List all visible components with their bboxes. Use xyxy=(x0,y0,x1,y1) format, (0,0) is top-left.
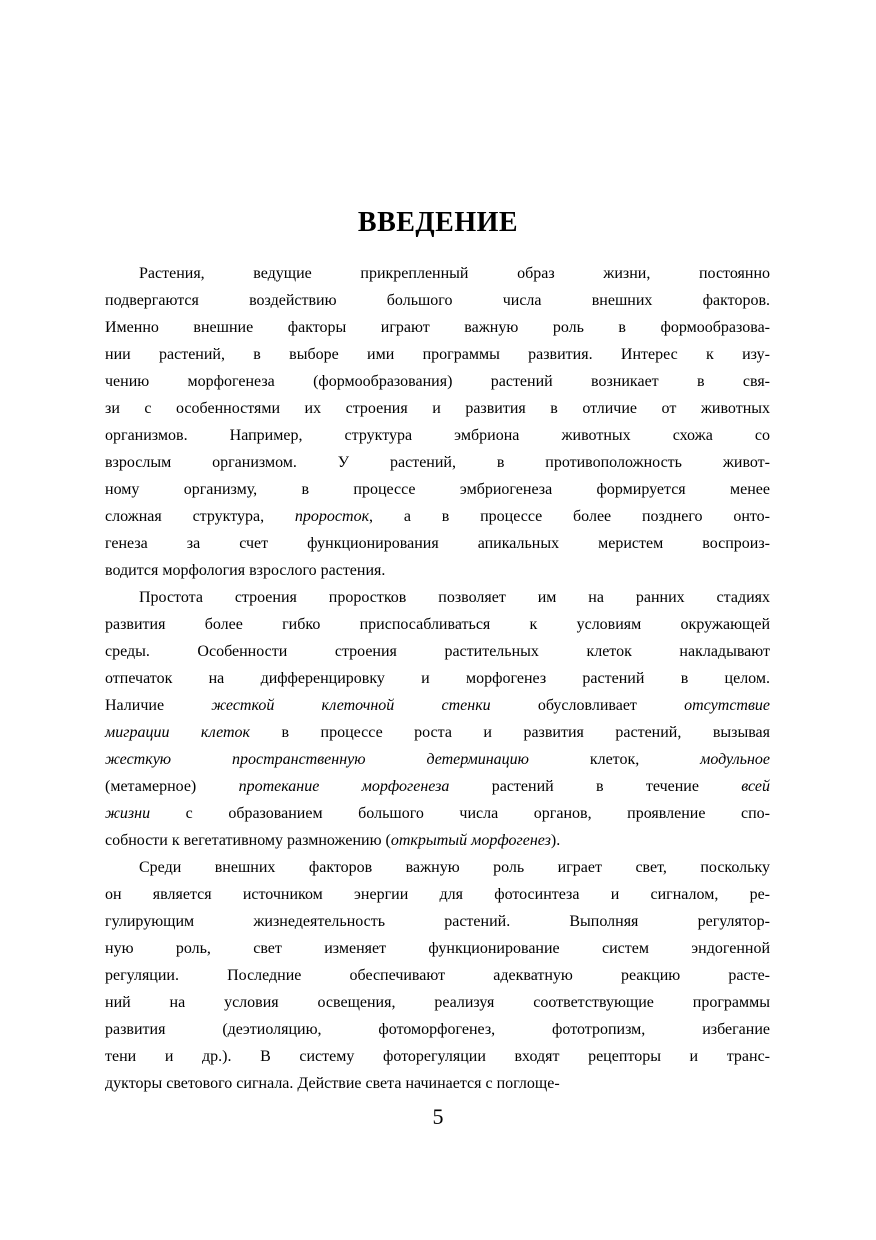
text-line xyxy=(105,616,770,643)
text-line xyxy=(105,697,770,724)
italic-term: модульное xyxy=(700,751,770,768)
text-line xyxy=(105,832,770,859)
italic-term: протекание морфогенеза xyxy=(238,778,450,795)
text-run: генеза за счет функционирования апикальных меристем воспроиз- xyxy=(105,535,770,552)
text-run: , а в процессе более позднего онто- xyxy=(369,508,770,525)
text-line xyxy=(105,562,770,589)
text-line xyxy=(105,751,770,778)
text-line xyxy=(105,400,770,427)
text-line xyxy=(105,1021,770,1048)
text-line xyxy=(105,427,770,454)
text-line xyxy=(105,724,770,751)
text-line xyxy=(105,481,770,508)
text-line xyxy=(105,346,770,373)
text-run: клеток, xyxy=(528,751,701,768)
text-line xyxy=(105,940,770,967)
text-run: регуляции. Последние обеспечивают адекватную реакцию расте- xyxy=(105,967,770,984)
text-line xyxy=(105,454,770,481)
text-run: отпечаток на дифференцировку и морфогенез растений в целом. xyxy=(105,670,770,687)
chapter-title: ВВЕДЕНИЕ xyxy=(357,207,519,238)
page-number: 5 xyxy=(432,1104,444,1129)
body-text xyxy=(105,265,770,1102)
italic-term: открытый морфогенез xyxy=(390,832,551,849)
italic-term: миграции клеток xyxy=(105,724,251,741)
text-line xyxy=(105,859,770,886)
text-line xyxy=(105,1075,770,1102)
paragraph xyxy=(105,589,770,859)
text-line xyxy=(105,535,770,562)
text-line xyxy=(105,319,770,346)
italic-term: отсутствие xyxy=(684,697,771,714)
text-run: растений в течение xyxy=(449,778,742,795)
paragraph xyxy=(105,265,770,589)
text-run: развития более гибко приспосабливаться к условиям окружающей xyxy=(105,616,770,633)
text-line xyxy=(105,508,770,535)
text-run: Растения, ведущие прикрепленный образ жизни, постоянно xyxy=(139,265,770,282)
italic-term: всей xyxy=(741,778,770,795)
text-line xyxy=(105,643,770,670)
text-run: сложная структура, xyxy=(105,508,295,525)
text-run: среды. Особенности строения растительных клеток накладывают xyxy=(105,643,770,660)
text-run: взрослым организмом. У растений, в противоположность живот- xyxy=(105,454,770,471)
text-run: ную роль, свет изменяет функционирование систем эндогенной xyxy=(105,940,770,957)
text-run: чению морфогенеза (формообразования) растений возникает в свя- xyxy=(105,373,770,390)
text-line xyxy=(105,292,770,319)
italic-term: жесткую пространственную детерминацию xyxy=(105,751,529,768)
text-line xyxy=(105,265,770,292)
text-run: в процессе роста и развития растений, вызывая xyxy=(250,724,771,741)
text-line xyxy=(105,373,770,400)
paragraph xyxy=(105,859,770,1102)
text-run: дукторы светового сигнала. Действие света начинается с поглоще- xyxy=(105,1075,560,1092)
text-line xyxy=(105,913,770,940)
text-run: собности к вегетативному размножению ( xyxy=(105,832,391,849)
text-line xyxy=(105,1048,770,1075)
text-line xyxy=(105,994,770,1021)
text-line xyxy=(105,778,770,805)
text-run: Наличие xyxy=(105,697,212,714)
italic-term: жесткой клеточной стенки xyxy=(211,697,491,714)
text-line xyxy=(105,670,770,697)
text-run: подвергаются воздействию большого числа внешних факторов. xyxy=(105,292,770,309)
text-run: зи с особенностями их строения и развития в отличие от животных xyxy=(105,400,770,417)
text-run: водится морфология взрослого растения. xyxy=(105,562,386,579)
text-line xyxy=(105,805,770,832)
text-run: с образованием большого числа органов, проявление спо- xyxy=(150,805,770,822)
text-run: организмов. Например, структура эмбриона животных схожа со xyxy=(105,427,770,444)
text-run: Простота строения проростков позволяет им на ранних стадиях xyxy=(139,589,770,606)
text-run: тени и др.). В систему фоторегуляции входят рецепторы и транс- xyxy=(105,1048,770,1065)
text-run: ний на условия освещения, реализуя соответствующие программы xyxy=(105,994,770,1011)
text-run: развития (деэтиоляцию, фотоморфогенез, фототропизм, избегание xyxy=(105,1021,770,1038)
text-run: нии растений, в выборе ими программы развития. Интерес к изу- xyxy=(105,346,770,363)
text-line xyxy=(105,967,770,994)
text-line xyxy=(105,589,770,616)
text-run: Именно внешние факторы играют важную роль в формообразова- xyxy=(105,319,770,336)
text-line xyxy=(105,886,770,913)
text-run: Среди внешних факторов важную роль играет свет, поскольку xyxy=(139,859,770,876)
text-run: ному организму, в процессе эмбриогенеза формируется менее xyxy=(105,481,770,498)
text-run: (метамерное) xyxy=(105,778,239,795)
text-run: гулирующим жизнедеятельность растений. Выполняя регулятор- xyxy=(105,913,770,930)
italic-term: проросток xyxy=(294,508,370,525)
text-run: он является источником энергии для фотосинтеза и сигналом, ре- xyxy=(105,886,770,903)
text-run: ). xyxy=(550,832,561,849)
italic-term: жизни xyxy=(105,805,151,822)
text-run: обусловливает xyxy=(490,697,685,714)
